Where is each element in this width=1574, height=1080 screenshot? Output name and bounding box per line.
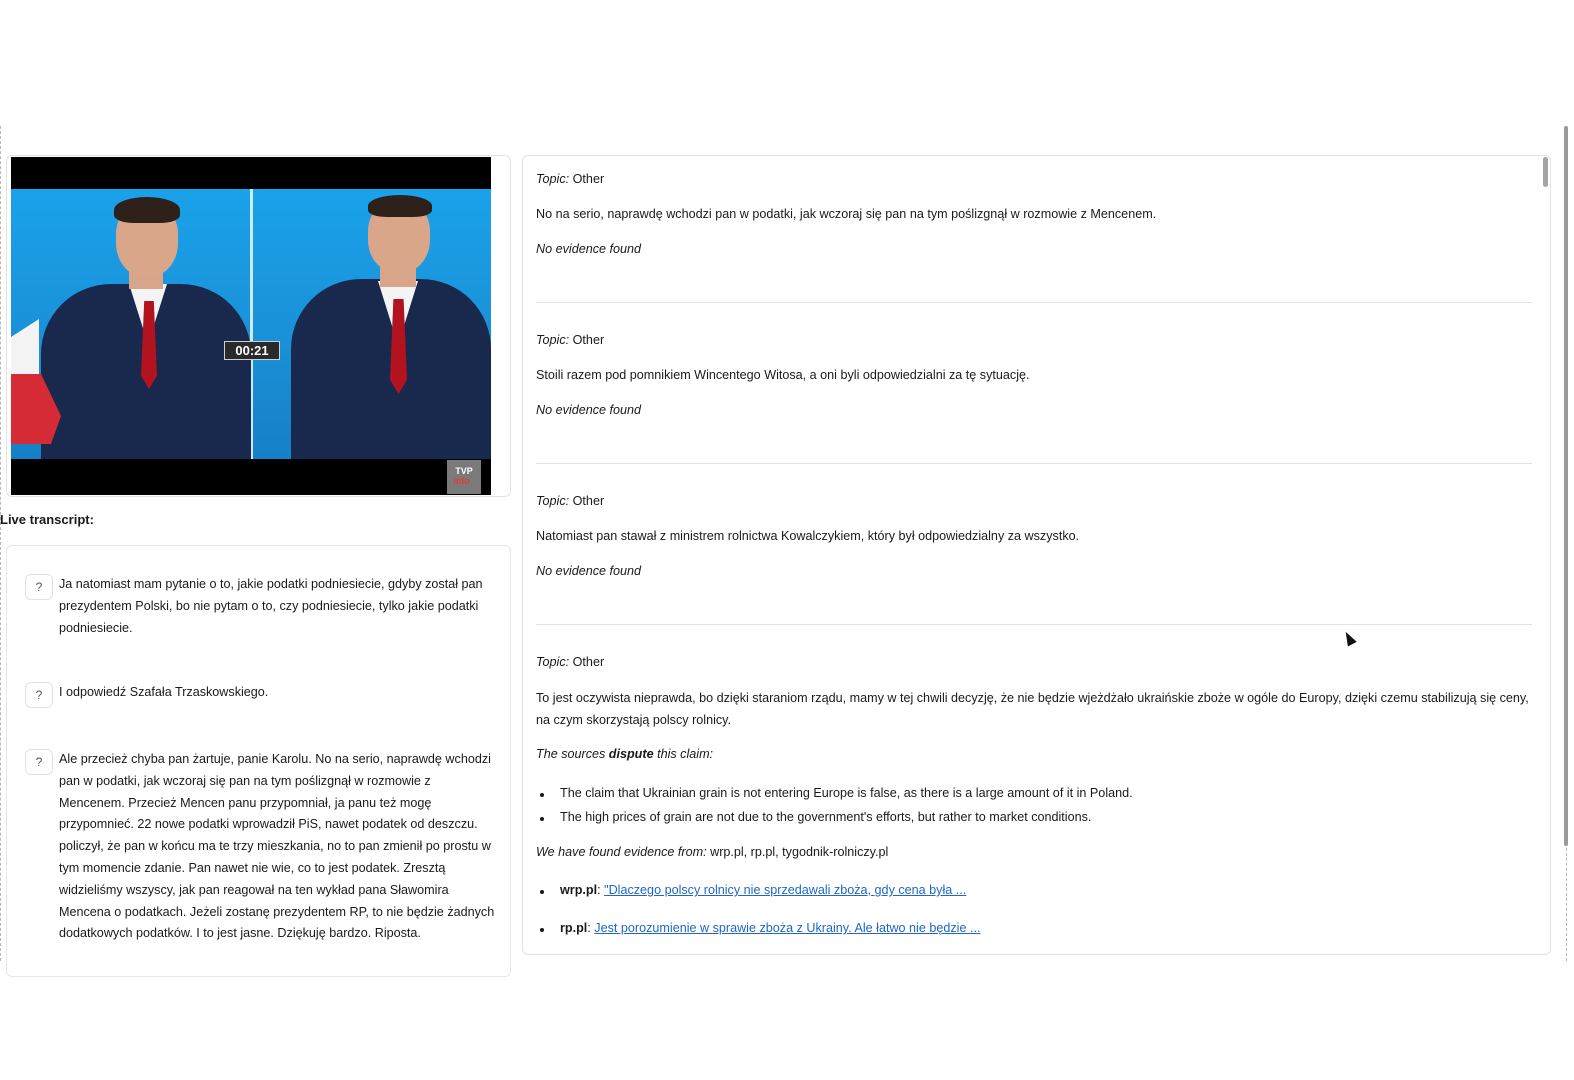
page-left-border	[0, 126, 1, 961]
channel-logo: TVP info_	[447, 460, 481, 494]
factcheck-scrollbar[interactable]	[1543, 157, 1548, 187]
topic-value: Other	[572, 494, 605, 508]
evidence-status: No evidence found	[536, 242, 642, 256]
page-scrollbar[interactable]	[1564, 126, 1568, 846]
claim-text: Stoili razem pod pomnikiem Wincentego Witosa, a oni byli odpowiedzialni za tę sytuację.	[536, 368, 1030, 382]
evidence-link[interactable]: "Dlaczego polscy rolnicy nie sprzedawali zboża, gdy cena była ...	[604, 883, 967, 897]
topic-value: Other	[572, 333, 605, 347]
topic-value: Other	[572, 172, 605, 186]
video-frame	[11, 189, 491, 459]
topic-value: Other	[572, 655, 605, 669]
speaker-unknown-badge: ?	[25, 682, 53, 708]
evidence-status: No evidence found	[536, 403, 642, 417]
evidence-link-item: wrp.pl: "Dlaczego polscy rolnicy nie sprzedawali zboża, gdy cena była ...	[560, 883, 967, 897]
claim-text: No na serio, naprawdę wchodzi pan w podatki, jak wczoraj się pan na tym poślizgnął w rozmowie z Mencenem.	[536, 207, 1157, 221]
transcript-text: I odpowiedź Szafała Trzaskowskiego.	[59, 685, 269, 699]
factcheck-panel[interactable]	[522, 155, 1551, 955]
verdict: The sources dispute this claim:	[536, 747, 714, 761]
divider	[536, 463, 1532, 464]
left-speaker	[31, 189, 251, 459]
right-speaker	[286, 189, 491, 459]
video-timer: 00:21	[224, 341, 280, 360]
evidence-link[interactable]: Jest porozumienie w sprawie zboża z Ukrainy. Ale łatwo nie będzie ...	[594, 921, 981, 935]
claim-text: To jest oczywista nieprawda, bo dzięki staraniom rządu, mamy w tej chwili decyzję, że nie będzie wjeżdżało ukraińskie zboże w ogóle do Europy, dzięki czemu stabilizują się ceny, na czym skorzystają polscy rolnicy.	[536, 691, 1529, 727]
speaker-unknown-badge: ?	[25, 574, 53, 600]
evidence-link-item: rp.pl: Jest porozumienie w sprawie zboża z Ukrainy. Ale łatwo nie będzie ...	[560, 921, 981, 935]
speaker-unknown-badge: ?	[25, 749, 53, 775]
reason-item: The high prices of grain are not due to the government's efforts, but rather to market conditions.	[560, 810, 1092, 824]
claim-text: Natomiast pan stawał z ministrem rolnictwa Kowalczykiem, który był odpowiedzialny za wszystko.	[536, 529, 1080, 543]
evidence-status: No evidence found	[536, 564, 642, 578]
transcript-text: Ale przecież chyba pan żartuje, panie Karolu. No na serio, naprawdę wchodzi pan w podatki, jak wczoraj się pan na tym poślizgnął w rozmowie z Mencenem. Przecież Mencen panu przypomniał, ja panu też mogę przypomnieć. 22 nowe podatki wprowadził PiS, nawet podatek od deszczu. policzył, że pan w końcu ma te trzy mieszkania, no to pan zmienił po prostu w tym momencie zdanie. Pan nawet nie wie, co to jest podatek. Zresztą widzieliśmy wszyscy, jak pan reagował na ten wykład pana Sławomira Mencena o podatkach. Jeżeli zostanę prezydentem RP, to nie będzie żadnych dodatkowych podatków. I to jest jasne. Dziękuję bardzo. Riposta.	[59, 752, 495, 941]
video-player[interactable]	[11, 157, 491, 495]
divider	[536, 624, 1532, 625]
divider	[536, 302, 1532, 303]
reason-item: The claim that Ukrainian grain is not entering Europe is false, as there is a large amount of it in Poland.	[560, 786, 1133, 800]
transcript-text: Ja natomiast mam pytanie o to, jakie podatki podniesiecie, gdyby został pan prezydentem Polski, bo nie pytam o to, czy podniesiecie, tylko jakie podatki podniesiecie.	[59, 577, 483, 635]
transcript-heading: Live transcript:	[0, 512, 94, 527]
evidence-sources: We have found evidence from: wrp.pl, rp.pl, tygodnik-rolniczy.pl	[536, 845, 889, 859]
